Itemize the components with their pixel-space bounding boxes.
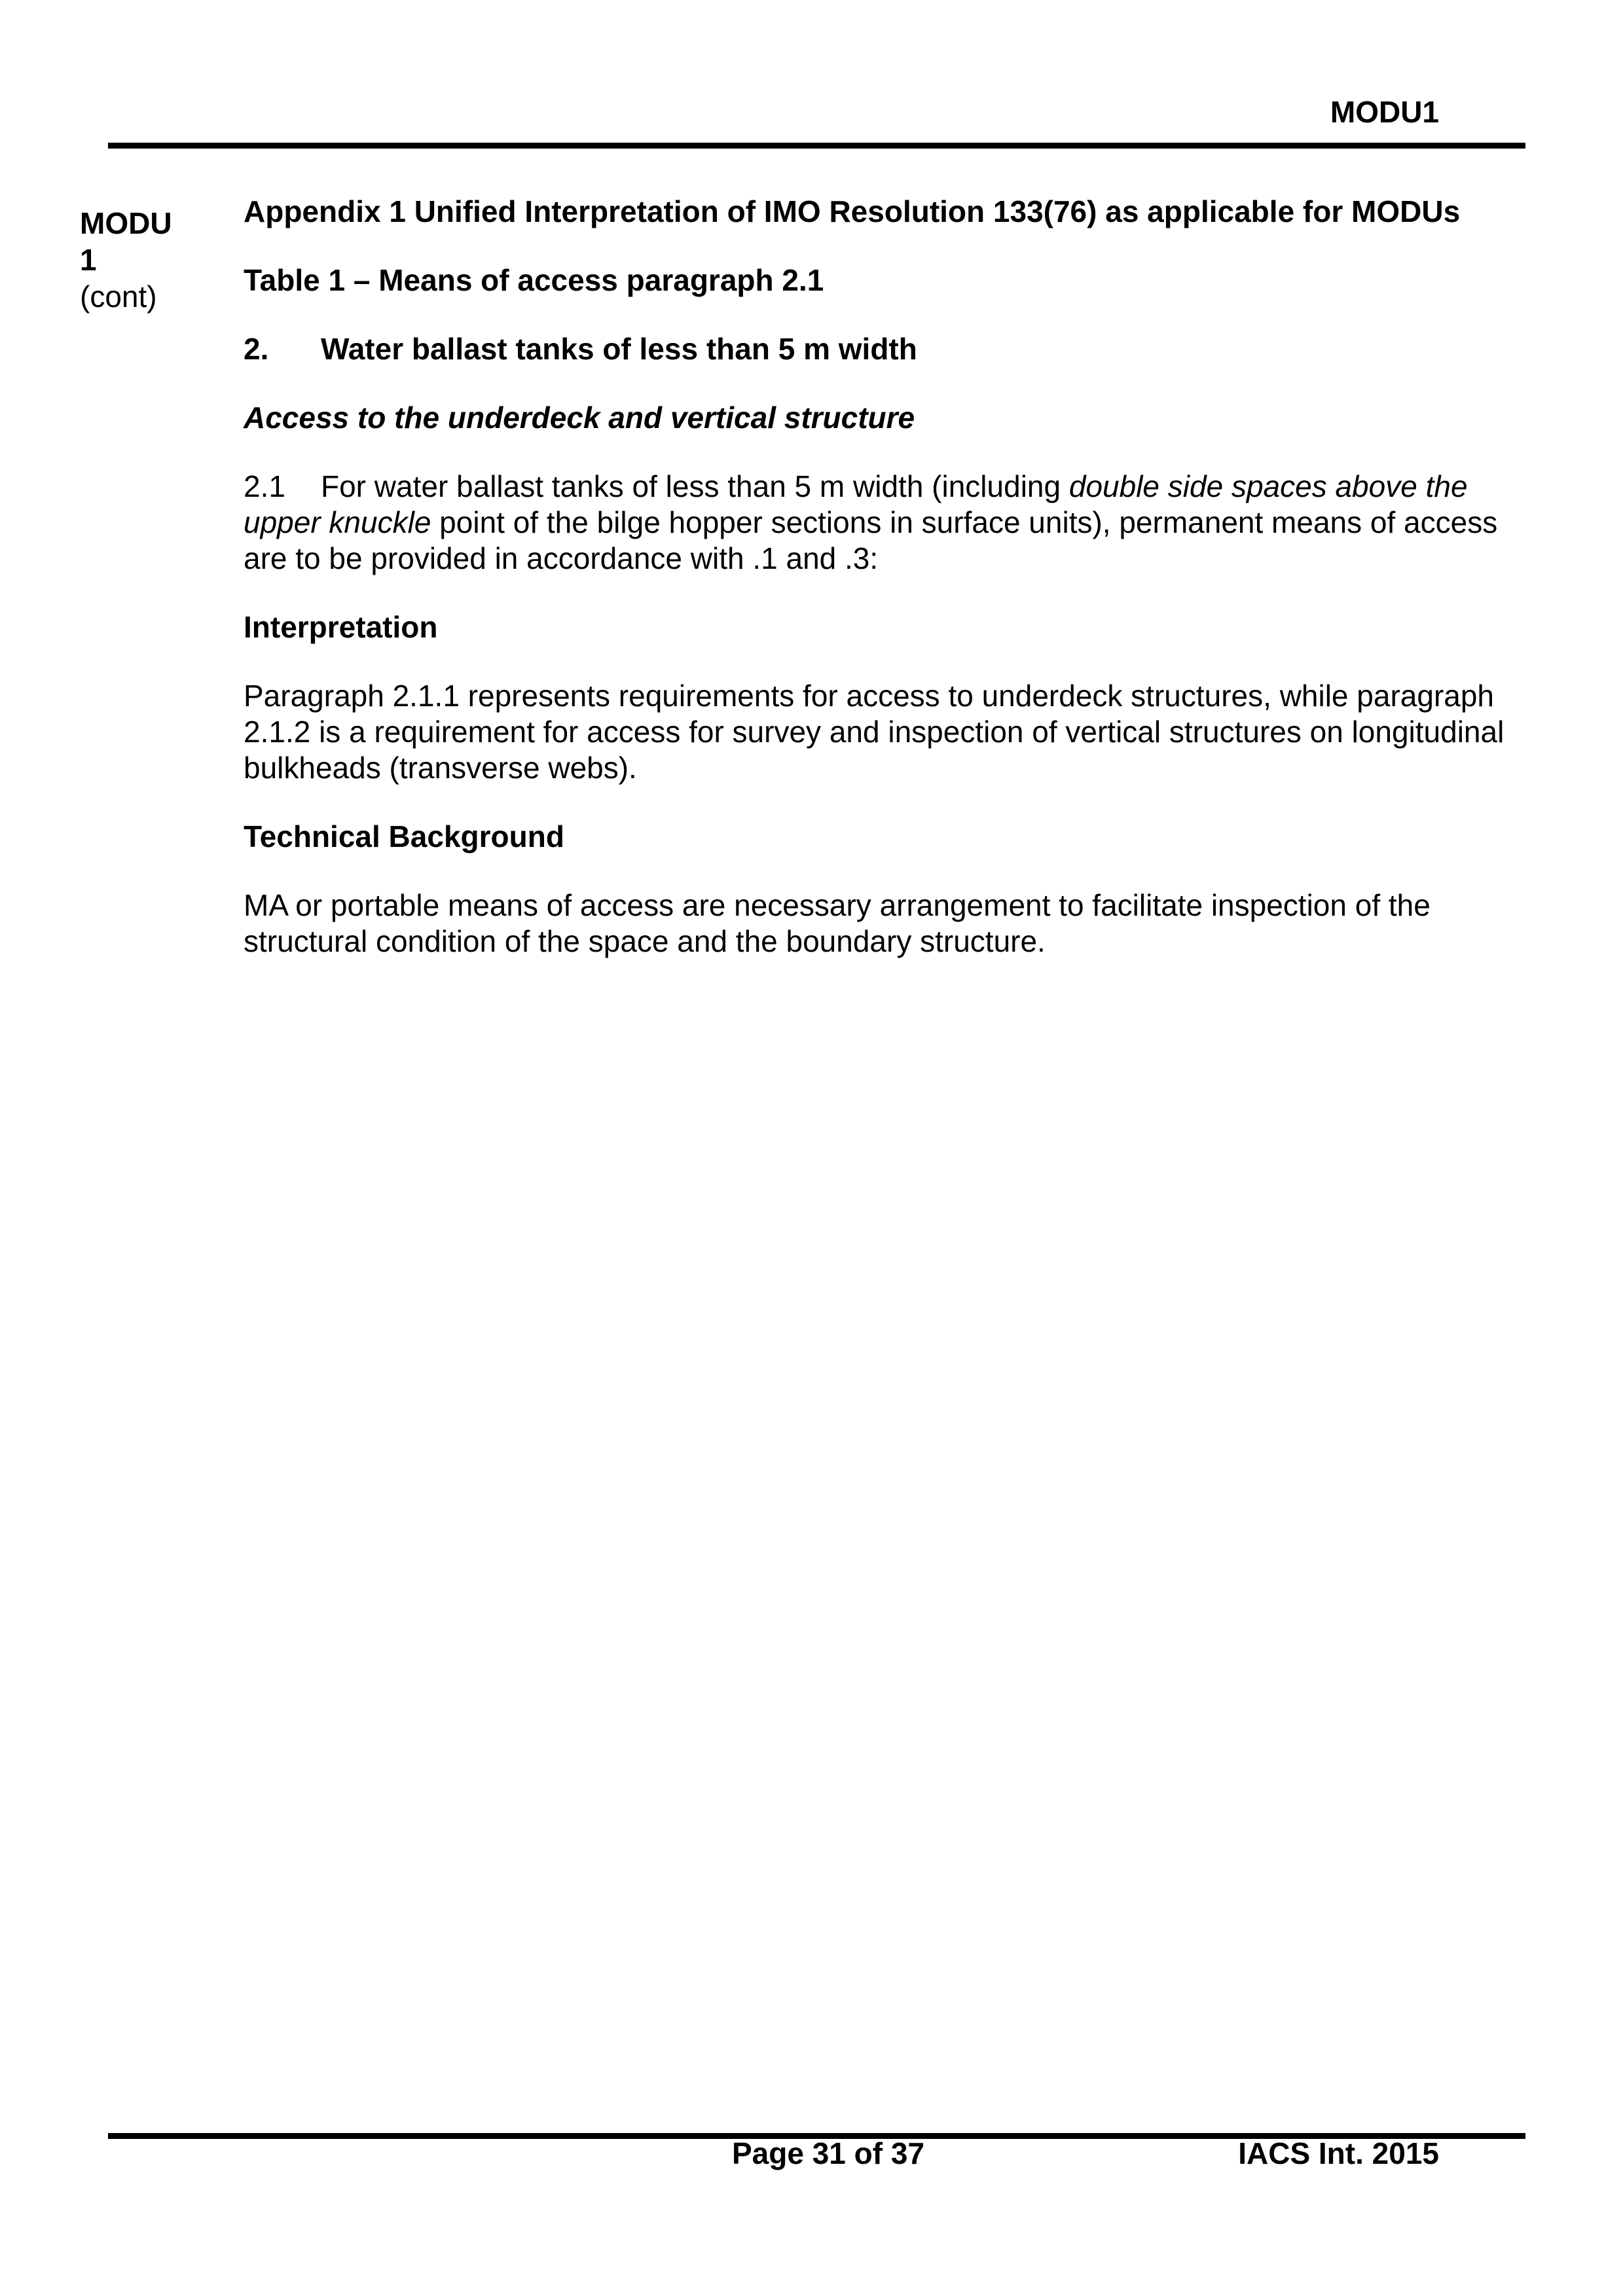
- header-rule: [108, 143, 1525, 149]
- paragraph-text-a: For water ballast tanks of less than 5 m width (including: [321, 469, 1069, 503]
- page-number: Page 31 of 37: [732, 2136, 925, 2170]
- paragraph-number: 2.1: [244, 469, 285, 503]
- appendix-title: Appendix 1 Unified Interpretation of IMO Resolution 133(76) as applicable for MODUs: [244, 194, 1461, 228]
- section-number: 2.: [244, 332, 269, 366]
- margin-label-line2: 1: [80, 243, 97, 277]
- interpretation-heading: Interpretation: [244, 610, 438, 644]
- margin-label: [80, 205, 185, 315]
- paragraph-italic-a: double side spaces above the: [1068, 469, 1468, 503]
- margin-label-line3: (cont): [80, 279, 157, 314]
- background-text: MA or portable means of access are necessary arrangement to facilitate inspection of the structural condition of the space and the boundary structure.: [244, 888, 1431, 958]
- document-body: [244, 194, 1520, 960]
- header-code: MODU1: [1330, 95, 1439, 129]
- footer-edition: IACS Int. 2015: [1238, 2136, 1439, 2170]
- section-heading: [244, 331, 1520, 367]
- table-title: Table 1 – Means of access paragraph 2.1: [244, 263, 824, 297]
- interpretation-text: Paragraph 2.1.1 represents requirements for access to underdeck structures, while paragraph 2.1.2 is a requirement for access for survey and inspection of vertical structures on longitudinal bulkheads (transverse webs).: [244, 679, 1504, 785]
- paragraph-2-1: [244, 469, 1520, 577]
- margin-label-line1: MODU: [80, 206, 172, 240]
- background-heading: Technical Background: [244, 819, 564, 853]
- paragraph-text-b: point of the bilge hopper sections in surface units), permanent means of access are to be provided in accordance with .1 and .3:: [244, 505, 1498, 575]
- section-title: Water ballast tanks of less than 5 m width: [321, 332, 917, 366]
- subheading: Access to the underdeck and vertical structure: [244, 401, 915, 435]
- paragraph-italic-b: upper knuckle: [244, 505, 431, 539]
